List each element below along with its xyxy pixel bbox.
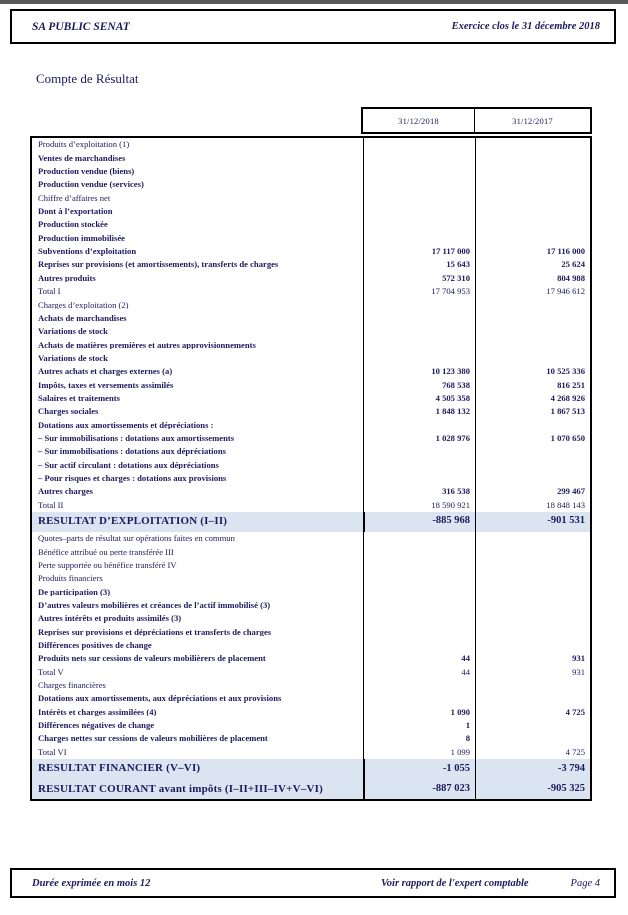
row-label: RESULTAT D’EXPLOITATION (I–II): [38, 516, 228, 528]
row-label: Production stockée: [38, 220, 108, 230]
table-row: [32, 572, 590, 585]
row-value-2017: [475, 585, 590, 598]
row-value-2018: [363, 325, 475, 338]
table-row: [32, 612, 590, 625]
row-value-2018: [363, 138, 475, 151]
row-value-2017: 18 848 143: [475, 498, 590, 511]
footer-right-group: [381, 878, 600, 889]
table-row: [32, 532, 590, 545]
table-row: [32, 418, 590, 431]
table-row: [32, 165, 590, 178]
row-value-2018: [363, 559, 475, 572]
row-value-2017: [475, 298, 590, 311]
table-row: [32, 245, 590, 258]
row-label: – Sur actif circulant : dotations aux dépréciations: [38, 460, 219, 470]
row-label: Achats de marchandises: [38, 313, 127, 323]
row-label: Intérêts et charges assimilées (4): [38, 707, 157, 717]
row-value-2018: 44: [363, 665, 475, 678]
table-row: [32, 285, 590, 298]
table-row: [32, 151, 590, 164]
row-value-2017: [475, 719, 590, 732]
row-value-2017: [475, 191, 590, 204]
table-row: [32, 779, 590, 799]
table-body: [30, 136, 592, 801]
row-value-2018: [363, 151, 475, 164]
table-row: [32, 218, 590, 231]
row-label: – Pour risques et charges : dotations aux provisions: [38, 473, 227, 483]
exercise-close-date: Exercice clos le 31 décembre 2018: [451, 21, 600, 32]
row-value-2018: 1 099: [363, 745, 475, 758]
table-row: [32, 298, 590, 311]
column-header-2017: 31/12/2017: [512, 115, 553, 126]
table-row: [32, 759, 590, 779]
row-value-2017: 4 268 926: [475, 392, 590, 405]
row-value-2018: [363, 231, 475, 244]
table-row: [32, 732, 590, 745]
table-row: [32, 719, 590, 732]
row-label: Reprises sur provisions (et amortissements), transferts de charges: [38, 260, 279, 270]
row-value-2017: [475, 679, 590, 692]
row-value-2018: [363, 311, 475, 324]
row-label: Reprises sur provisions et dépréciations et transferts de charges: [38, 627, 272, 637]
row-value-2018: 44: [363, 652, 475, 665]
row-value-2018: 17 704 953: [363, 285, 475, 298]
row-value-2018: 8: [363, 732, 475, 745]
row-label: Charges financières: [38, 681, 106, 690]
table-row: [32, 432, 590, 445]
table-row: [32, 138, 590, 151]
row-value-2017: 4 725: [475, 745, 590, 758]
row-label: Quotes–parts de résultat sur opérations faites en commun: [38, 534, 235, 543]
row-value-2018: 15 643: [363, 258, 475, 271]
row-value-2018: [363, 545, 475, 558]
table-row: [32, 271, 590, 284]
row-value-2017: [475, 612, 590, 625]
row-label: Variations de stock: [38, 353, 108, 363]
table-row: [32, 325, 590, 338]
row-label: Ventes de marchandises: [38, 153, 126, 163]
table-row: [32, 545, 590, 558]
row-label: Charges sociales: [38, 407, 99, 416]
page-number: Page 4: [570, 877, 600, 889]
row-label: Perte supportée ou bénéfice transféré IV: [38, 560, 177, 570]
table-row: [32, 705, 590, 718]
row-value-2017: -3 794: [475, 759, 590, 779]
row-value-2018: [363, 445, 475, 458]
row-value-2018: [363, 178, 475, 191]
table-row: [32, 692, 590, 705]
table-row: [32, 652, 590, 665]
table-row: [32, 625, 590, 638]
row-value-2017: [475, 218, 590, 231]
row-value-2017: [475, 559, 590, 572]
table-row: [32, 378, 590, 391]
table-row: [32, 231, 590, 244]
row-value-2018: 1 848 132: [363, 405, 475, 418]
row-value-2018: [363, 572, 475, 585]
row-value-2017: [475, 599, 590, 612]
row-value-2017: 816 251: [475, 378, 590, 391]
row-value-2017: -905 325: [475, 779, 590, 799]
table-row: [32, 258, 590, 271]
row-value-2017: [475, 418, 590, 431]
row-label: Total II: [38, 500, 64, 510]
table-row: [32, 352, 590, 365]
row-label: RESULTAT COURANT avant impôts (I–II+III–IV+V–VI): [38, 783, 323, 795]
row-value-2018: [363, 191, 475, 204]
row-label: De participation (3): [38, 587, 111, 597]
row-label: Produits nets sur cessions de valeurs mobilièrers de placement: [38, 654, 266, 663]
row-value-2017: [475, 458, 590, 471]
row-value-2017: 299 467: [475, 485, 590, 498]
row-value-2018: 768 538: [363, 378, 475, 391]
row-value-2017: [475, 545, 590, 558]
table-row: [32, 498, 590, 511]
row-label: Autres charges: [38, 487, 93, 496]
row-value-2017: [475, 311, 590, 324]
page-top-edge: [0, 0, 628, 4]
row-value-2018: 1: [363, 719, 475, 732]
row-value-2017: [475, 639, 590, 652]
row-value-2018: -885 968: [363, 512, 475, 532]
row-value-2017: [475, 625, 590, 638]
table-row: [32, 665, 590, 678]
row-label: Production vendue (biens): [38, 167, 135, 176]
table-row: [32, 639, 590, 652]
row-value-2017: 804 988: [475, 271, 590, 284]
table-row: [32, 311, 590, 324]
row-value-2018: [363, 692, 475, 705]
row-label: Total V: [38, 667, 64, 677]
row-value-2018: -1 055: [363, 759, 475, 779]
row-label: Autres achats et charges externes (a): [38, 367, 173, 376]
row-label: Charges d’exploitation (2): [38, 300, 129, 310]
document-header: [10, 9, 616, 44]
row-label: Production vendue (services): [38, 180, 144, 189]
expert-report-note: Voir rapport de l'expert comptable: [380, 877, 529, 889]
row-value-2018: -887 023: [363, 779, 475, 799]
row-value-2017: 1 070 650: [475, 432, 590, 445]
row-value-2018: [363, 165, 475, 178]
row-value-2018: 4 505 358: [363, 392, 475, 405]
row-label: Chiffre d’affaires net: [38, 193, 111, 203]
row-value-2017: [475, 445, 590, 458]
row-label: Dont à l’exportation: [38, 207, 113, 216]
row-label: Total VI: [38, 747, 67, 757]
table-row: [32, 599, 590, 612]
row-label: Charges nettes sur cessions de valeurs mobilières de placement: [38, 734, 268, 743]
row-value-2018: 316 538: [363, 485, 475, 498]
row-value-2017: [475, 138, 590, 151]
row-label: Production immobilisée: [38, 233, 125, 243]
row-value-2017: [475, 178, 590, 191]
row-value-2018: [363, 625, 475, 638]
row-value-2017: [475, 338, 590, 351]
table-row: [32, 512, 590, 532]
row-label: Différences positives de change: [38, 640, 152, 650]
row-value-2018: 1 090: [363, 705, 475, 718]
table-row: [32, 365, 590, 378]
row-value-2018: [363, 472, 475, 485]
column-header-2018: 31/12/2018: [363, 109, 475, 132]
row-value-2018: 18 590 921: [363, 498, 475, 511]
row-value-2018: [363, 599, 475, 612]
row-value-2017: [475, 732, 590, 745]
row-value-2017: [475, 572, 590, 585]
row-value-2017: 4 725: [475, 705, 590, 718]
row-value-2017: [475, 352, 590, 365]
row-value-2018: 572 310: [363, 271, 475, 284]
row-value-2017: 17 946 612: [475, 285, 590, 298]
row-value-2018: [363, 639, 475, 652]
row-value-2017: -901 531: [475, 512, 590, 532]
row-label: Salaires et traitements: [38, 393, 120, 403]
row-value-2018: [363, 205, 475, 218]
table-row: [32, 392, 590, 405]
row-value-2018: [363, 338, 475, 351]
row-value-2017: 25 624: [475, 258, 590, 271]
row-value-2017: [475, 692, 590, 705]
row-label: Produits financiers: [38, 574, 103, 583]
table-row: [32, 472, 590, 485]
row-value-2017: 1 867 513: [475, 405, 590, 418]
row-label: Subventions d’exploitation: [38, 247, 137, 256]
table-row: [32, 745, 590, 758]
table-row: [32, 679, 590, 692]
row-value-2018: [363, 458, 475, 471]
row-value-2017: [475, 151, 590, 164]
row-value-2018: [363, 352, 475, 365]
row-label: Autres intérêts et produits assimilés (3): [38, 614, 182, 623]
row-value-2018: [363, 585, 475, 598]
row-value-2017: 17 116 000: [475, 245, 590, 258]
row-label: Variations de stock: [38, 327, 108, 336]
table-row: [32, 338, 590, 351]
row-value-2017: 931: [475, 652, 590, 665]
row-label: Total I: [38, 287, 61, 296]
table-row: [32, 205, 590, 218]
table-row: [32, 405, 590, 418]
row-label: Différences négatives de change: [38, 721, 155, 730]
row-label: Autres produits: [38, 273, 96, 283]
row-value-2018: [363, 418, 475, 431]
row-value-2018: 1 028 976: [363, 432, 475, 445]
document-footer: [10, 868, 616, 898]
row-value-2017: [475, 325, 590, 338]
row-value-2018: [363, 218, 475, 231]
table-row: [32, 458, 590, 471]
row-label: Achats de matières premières et autres approvisionnements: [38, 340, 256, 350]
row-label: Dotations aux amortissements, aux dépréciations et aux provisions: [38, 694, 282, 703]
row-value-2018: [363, 298, 475, 311]
table-row: [32, 559, 590, 572]
company-name: SA PUBLIC SENAT: [32, 20, 130, 33]
row-label: D’autres valeurs mobilières et créances de l’actif immobilisé (3): [38, 600, 271, 610]
row-value-2017: [475, 532, 590, 545]
row-value-2017: 10 525 336: [475, 365, 590, 378]
table-row: [32, 191, 590, 204]
row-value-2017: [475, 472, 590, 485]
row-label: – Sur immobilisations : dotations aux dépréciations: [38, 447, 226, 456]
row-label: Impôts, taxes et versements assimilés: [38, 380, 174, 390]
row-label: Dotations aux amortissements et dépréciations :: [38, 420, 214, 430]
row-label: Bénéfice attribué ou perte transférée III: [38, 547, 174, 557]
row-value-2018: [363, 679, 475, 692]
duration-note: Durée exprimée en mois 12: [32, 877, 151, 889]
table-row: [32, 445, 590, 458]
row-value-2017: [475, 231, 590, 244]
row-value-2017: [475, 205, 590, 218]
table-row: [32, 178, 590, 191]
row-value-2018: 17 117 000: [363, 245, 475, 258]
row-value-2018: [363, 532, 475, 545]
row-label: RESULTAT FINANCIER (V–VI): [38, 763, 201, 775]
row-value-2018: [363, 612, 475, 625]
row-label: – Sur immobilisations : dotations aux amortissements: [38, 433, 235, 443]
table-row: [32, 585, 590, 598]
row-value-2017: 931: [475, 665, 590, 678]
row-label: Produits d’exploitation (1): [38, 140, 130, 149]
page-title: Compte de Résultat: [36, 71, 139, 86]
row-value-2017: [475, 165, 590, 178]
row-value-2018: 10 123 380: [363, 365, 475, 378]
table-row: [32, 485, 590, 498]
table-column-header: [361, 107, 592, 134]
